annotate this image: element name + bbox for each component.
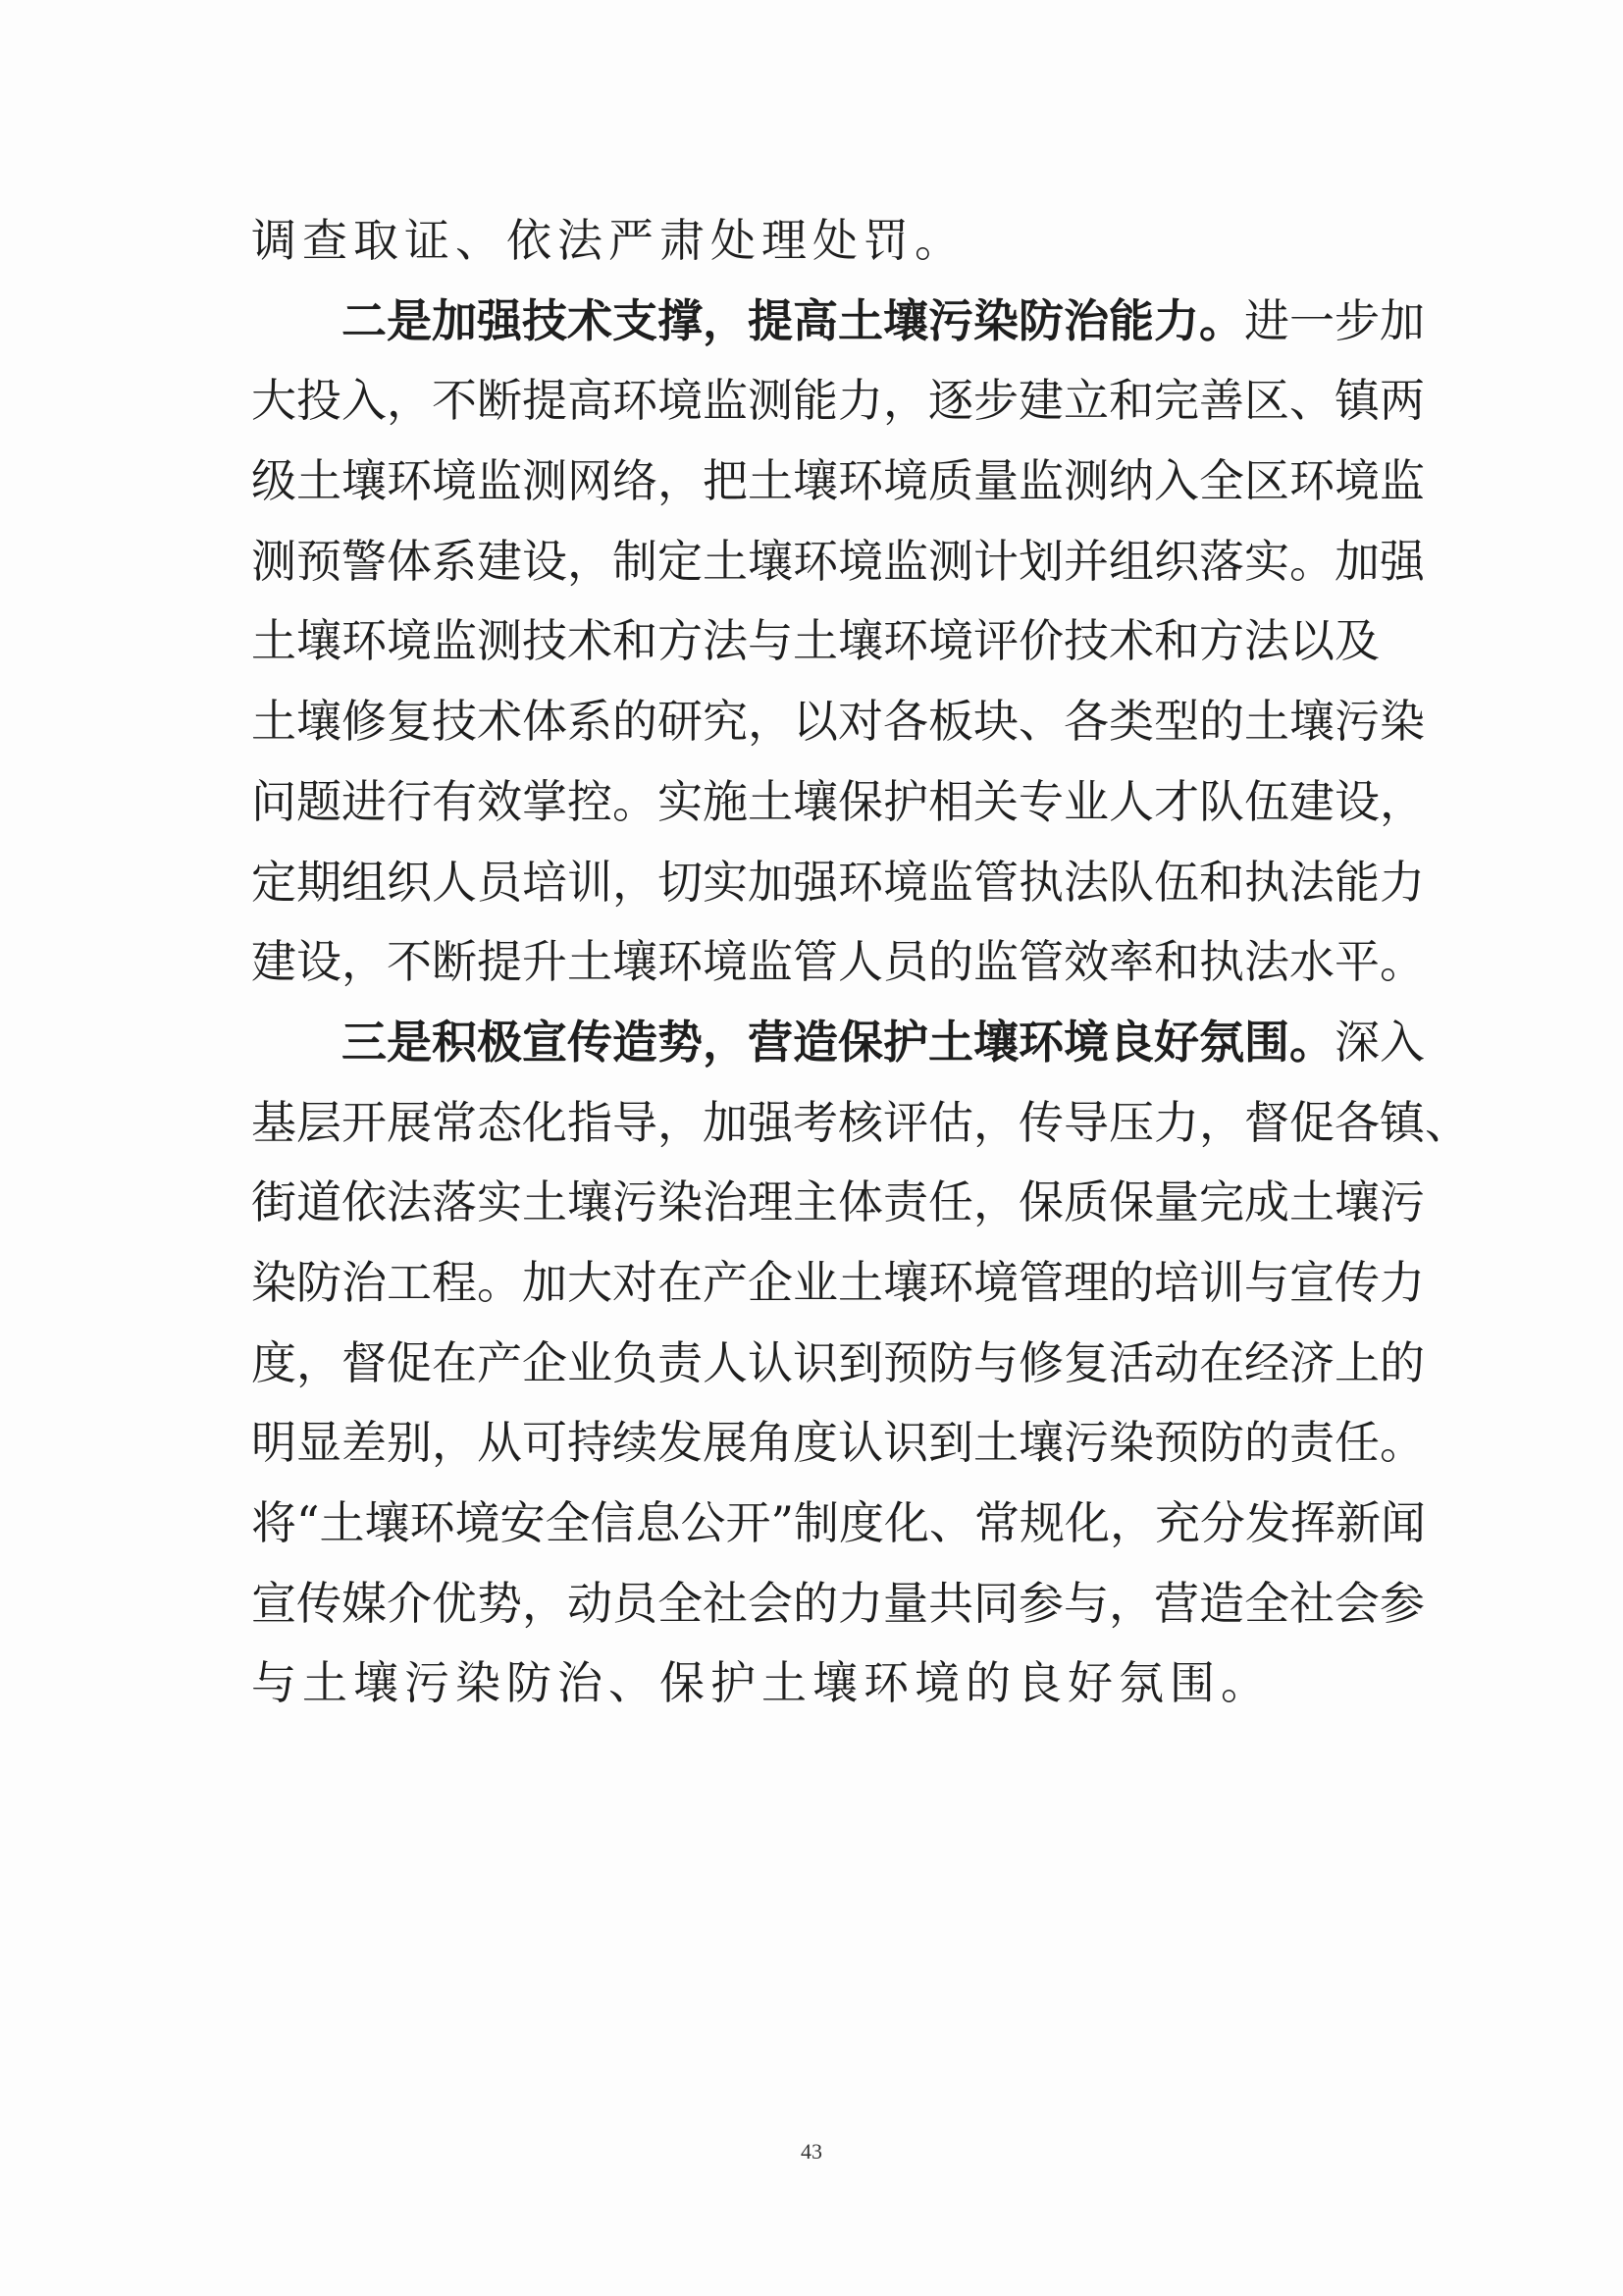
text-line: 三是积极宣传造势，营造保护土壤环境良好氛围。深入: [341, 1015, 1425, 1069]
text-line: 二是加强技术支撑，提高土壤污染防治能力。进一步加: [341, 293, 1425, 347]
text-line: 与土壤污染防治、保护土壤环境的良好氛围。: [251, 1656, 1272, 1710]
text-line: 问题进行有效掌控。实施土壤保护相关专业人才队伍建设，: [251, 774, 1425, 828]
text-line: 土壤修复技术体系的研究，以对各板块、各类型的土壤污染: [251, 695, 1425, 749]
text-line: 级土壤环境监测网络，把土壤环境质量监测纳入全区环境监: [251, 454, 1425, 508]
text-line: 将“土壤环境安全信息公开”制度化、常规化，充分发挥新闻: [251, 1496, 1427, 1549]
text-line: 调查取证、依法严肃处理处罚。: [251, 214, 966, 267]
page-number: 43: [801, 2139, 822, 2164]
body-text: [251, 201, 1470, 1724]
text-line: 度，督促在产企业负责人认识到预防与修复活动在经济上的: [251, 1335, 1425, 1389]
text-line: 土壤环境监测技术和方法与土壤环境评价技术和方法以及: [251, 614, 1380, 668]
text-line: 明显差别，从可持续发展角度认识到土壤污染预防的责任。: [251, 1416, 1425, 1470]
text-line: 测预警体系建设，制定土壤环境监测计划并组织落实。加强: [251, 534, 1425, 588]
section-heading: 二是加强技术支撑，提高土壤污染防治能力。: [341, 293, 1244, 347]
text-line: 街道依法落实土壤污染治理主体责任，保质保量完成土壤污: [251, 1175, 1425, 1229]
text-line: 建设，不断提升土壤环境监管人员的监管效率和执法水平。: [251, 935, 1425, 989]
text-line: 定期组织人员培训，切实加强环境监管执法队伍和执法能力: [251, 855, 1425, 909]
section-heading: 三是积极宣传造势，营造保护土壤环境良好氛围。: [341, 1015, 1335, 1069]
text-line: 染防治工程。加大对在产企业土壤环境管理的培训与宣传力: [251, 1255, 1425, 1309]
text-line: 大投入，不断提高环境监测能力，逐步建立和完善区、镇两: [251, 374, 1425, 428]
text-line: 宣传媒介优势，动员全社会的力量共同参与，营造全社会参: [251, 1576, 1425, 1630]
text-line: 基层开展常态化指导，加强考核评估，传导压力，督促各镇、: [251, 1095, 1470, 1149]
